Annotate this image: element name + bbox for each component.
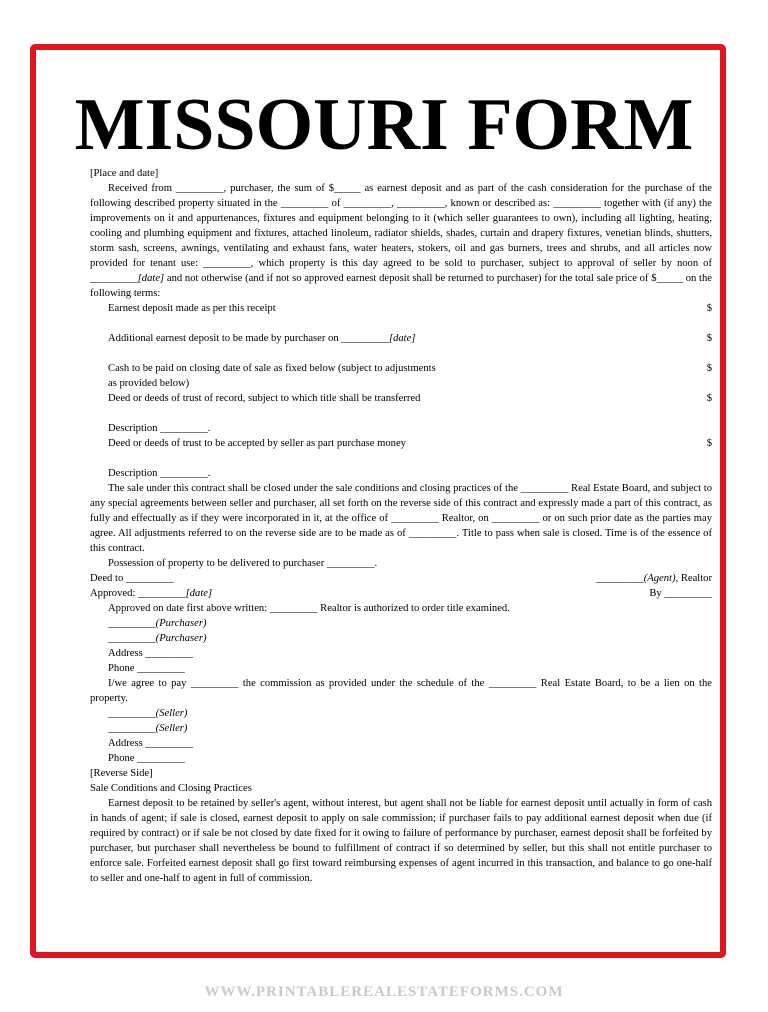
form-body: [Place and date] Received from _________, purchaser, the sum of $_____ as earnest deposit and as part of the cash consideration for the purchase of the following described property situated in the _________ of _________, _________, known or described as: _________ together with (if any) the improvements on it and appurtenances, fixtures and equipment belonging to it (which seller guarantees to own), including all lighting, heating, cooling and plumbing equipment and fixtures, attached linoleum, radiator shields, shades, curtain and drapery fixtures, venetian blinds, shutters, storm sash, screens, awnings, ventilating and exhaust fans, water heaters, stokers, oil and gas burners, trees and shrubs, and all articles now provided for tenant use: _________, which property is this day agreed to be sold to purchaser, subject to approval of seller by noon of _________[date] and not otherwise (and if not so approved earnest deposit shall be returned to purchaser) for the total sale price of $_____ on the following terms: Earnest deposit made as per this receipt $ Additional earnest deposit to be made by purchaser on _________[date] $ Cash to be paid on closing date of sale as fixed below (subject to adjustments $ as provided below) Deed or deeds of trust of record, subject to which title shall be transferred $ Description _________. Deed or deeds of trust to be accepted by seller as part purchase money $ Description _________. The sale under this contract shall be closed under the sale conditions and closing practices of the _________ Real Estate Board, and subject to any special agreements between seller and purchaser, all set forth on the reverse side of this contract and expressly made a part of this contract, as fully and effectually as if they were incorporated in it, at the office of _________ Realtor, on _________ or on such prior date as the parties may agree. All adjustments referred to on the reverse side are to be made as of _________. Title to pass when sale is closed. Time is of the essence of this contract. Possession of property to be delivered to purchaser _________. Deed to _________ _________(Agent), Realtor Approved: _________[date] By _________ Approved on date first above written: _________ Realtor is authorized to order title examined. _________(Purchaser) _________(Purchaser) Address _________ Phone _________ I/we agree to pay _________ the commission as provided under the schedule of the _________ Real Estate Board, to be a lien on the property. _________(Seller) _________(Seller) Address _________ Phone _________ [Reverse Side] Sale Conditions and Closing Practices Earnest deposit to be retained by seller's agent, without interest, but agent shall not be liable for earnest deposit until actually in form of cash in hands of agent; if sale is closed, earnest deposit to apply on sale commission; if purchaser fails to pay additional earnest deposit when due (if required by contract) or if sale be not closed by date fixed for it owing to failure of performance by purchaser, earnest deposit shall be forfeited by purchaser, but purchaser shall nevertheless be bound to fulfillment of contract if so determined by seller, but this shall not entitle purchaser to enforce sale. Forfeited earnest deposit shall go first toward reimbursing expenses of agent incurred in this transaction, and balance to go one-half to seller and one-half to agent in full of commission. [90, 168, 712, 884]
reverse-side-heading: [Reverse Side] [90, 768, 153, 779]
term-purchase-money-deeds: Deed or deeds of trust to be accepted by seller as part purchase money $ [108, 438, 712, 449]
purchaser-signature-1: _________(Purchaser) [108, 618, 207, 629]
earnest-deposit-paragraph: Earnest deposit to be retained by seller's agent, without interest, but agent shall not be liable for earnest deposit until actually in form of cash in hands of agent; if sale is closed, earnest deposit to apply on sale commission; if purchaser fails to pay additional earnest deposit when due (if required by contract) or if sale be not closed by date fixed for it owing to failure of performance by purchaser, earnest deposit shall be forfeited by purchaser, but purchaser shall nevertheless be bound to fulfillment of contract if so determined by seller, but this shall not entitle purchaser to enforce sale. Forfeited earnest deposit shall go first toward reimbursing expenses of agent incurred in this transaction, and balance to go one-half to seller and one-half to agent in full of commission. [90, 798, 712, 884]
purchaser-address: Address _________ [108, 648, 194, 659]
term-additional-deposit: Additional earnest deposit to be made by purchaser on _________[date] $ [108, 333, 712, 344]
closing-paragraph: The sale under this contract shall be closed under the sale conditions and closing practices of the _________ Real Estate Board, and subject to any special agreements between seller and purchaser, all set forth on the reverse side of this contract and expressly made a part of this contract, as fully and effectually as if they were incorporated in it, at the office of _________ Realtor, on _________ or on such prior date as the parties may agree. All adjustments referred to on the reverse side are to be made as of _________. Title to pass when sale is closed. Time is of the essence of this contract. [90, 483, 712, 554]
purchaser-signature-2: _________(Purchaser) [108, 633, 207, 644]
purchaser-phone: Phone _________ [108, 663, 185, 674]
commission-paragraph: I/we agree to pay _________ the commission as provided under the schedule of the _________ Real Estate Board, to be a lien on the property. [90, 678, 712, 704]
possession-line: Possession of property to be delivered to purchaser _________. [108, 558, 378, 569]
page-title: MISSOURI FORM [74, 84, 694, 166]
seller-phone: Phone _________ [108, 753, 185, 764]
seller-address: Address _________ [108, 738, 194, 749]
term-earnest-deposit: Earnest deposit made as per this receipt $ [108, 303, 712, 314]
term-description-2: Description _________. [108, 468, 211, 479]
website-footer: WWW.PRINTABLEREALESTATEFORMS.COM [204, 984, 564, 1000]
sale-conditions-heading: Sale Conditions and Closing Practices [90, 783, 252, 794]
deed-to-row: Deed to _________ _________(Agent), Realtor [90, 573, 712, 584]
approved-row: Approved: _________[date] By _________ [90, 588, 712, 599]
term-description-1: Description _________. [108, 423, 211, 434]
intro-paragraph: Received from _________, purchaser, the sum of $_____ as earnest deposit and as part of the cash consideration for the purchase of the following described property situated in the _________ of _________, _________, known or described as: _________ together with (if any) the improvements on it and appurtenances, fixtures and equipment belonging to it (which seller guarantees to own), including all lighting, heating, cooling and plumbing equipment and fixtures, attached linoleum, radiator shields, shades, curtain and drapery fixtures, venetian blinds, shutters, storm sash, screens, awnings, ventilating and exhaust fans, water heaters, stokers, oil and gas burners, trees and shrubs, and all articles now provided for tenant use: _________, which property is this day agreed to be sold to purchaser, subject to approval of seller by noon of _________[date] and not otherwise (and if not so approved earnest deposit shall be returned to purchaser) for the total sale price of $_____ on the following terms: [90, 183, 712, 299]
seller-signature-1: _________(Seller) [108, 708, 188, 719]
place-and-date: [Place and date] [90, 168, 159, 179]
approved-on-line: Approved on date first above written: _________ Realtor is authorized to order title examined. [108, 603, 510, 614]
date-placeholder: [date] [137, 273, 165, 284]
term-deeds-of-record: Deed or deeds of trust of record, subject to which title shall be transferred $ [108, 393, 712, 404]
seller-signature-2: _________(Seller) [108, 723, 188, 734]
term-cash-at-closing: Cash to be paid on closing date of sale as fixed below (subject to adjustments $ [108, 363, 712, 374]
